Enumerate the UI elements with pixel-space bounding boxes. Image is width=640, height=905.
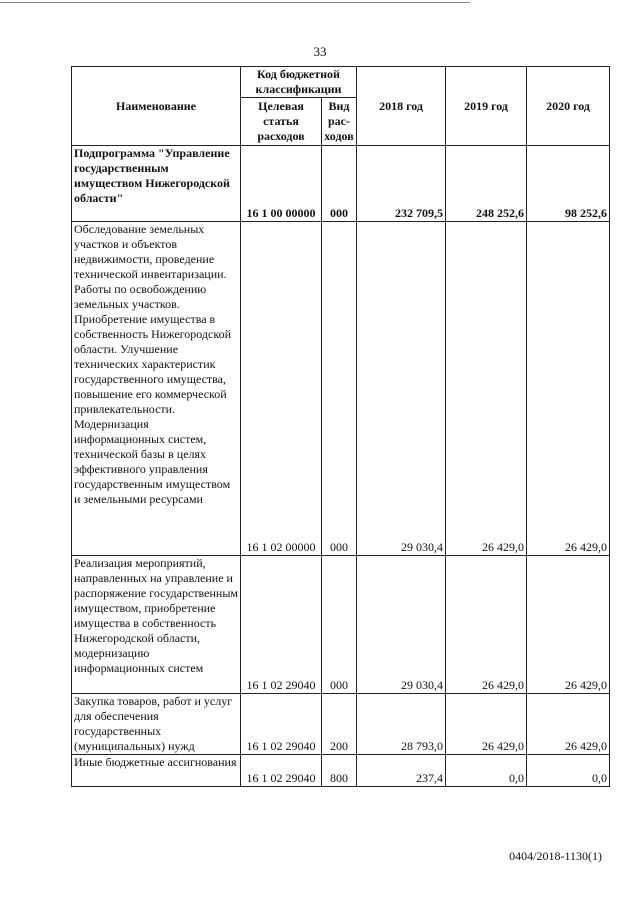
page-number: 33	[313, 44, 327, 59]
row-name: Закупка товаров, работ и услуг для обеспечения государственных (муниципальных) нужд	[72, 694, 241, 755]
header-2019: 2019 год	[446, 67, 527, 146]
table-row	[72, 755, 610, 787]
row-name: Подпрограмма "Управление государственным имуществом Нижегородской области"	[72, 146, 241, 222]
row-2020: 26 429,0	[527, 694, 610, 755]
row-2019: 248 252,6	[446, 146, 527, 222]
row-name: Реализация мероприятий, направленных на управление и распоряжение государственным имуществом, приобретение имущества в собственность Нижегородской области, модернизацию информационных систем	[72, 556, 241, 694]
document-code: 0404/2018-1130(1)	[509, 849, 602, 863]
row-code: 16 1 02 29040	[241, 694, 322, 755]
row-2018: 29 030,4	[357, 222, 446, 556]
row-2020: 98 252,6	[527, 146, 610, 222]
header-2018: 2018 год	[357, 67, 446, 146]
row-code: 16 1 00 00000	[241, 146, 322, 222]
row-2019: 26 429,0	[446, 694, 527, 755]
row-2018: 237,4	[357, 755, 446, 787]
header-code-group: Код бюджетной классификации	[241, 67, 357, 98]
row-kind: 000	[322, 146, 357, 222]
row-kind: 800	[322, 755, 357, 787]
header-name: Наименование	[72, 67, 241, 146]
row-2020: 26 429,0	[527, 222, 610, 556]
table-row	[72, 694, 610, 755]
row-2018: 29 030,4	[357, 556, 446, 694]
header-kind: Вид рас-ходов	[322, 98, 357, 146]
header-row-1	[72, 67, 610, 98]
header-target: Целевая статья расходов	[241, 98, 322, 146]
table-row	[72, 222, 610, 556]
row-kind: 200	[322, 694, 357, 755]
header-2020: 2020 год	[527, 67, 610, 146]
row-name: Обследование земельных участков и объектов недвижимости, проведение технической инвентаризации. Работы по освобождению земельных участков. Приобретение имущества в собственность Нижегородской области. Улучшение технических характеристик государственного имущества, повышение его коммерческой привлекательности. Модернизация информационных систем, технической базы в целях эффективного управления государственным имуществом и земельными ресурсами	[72, 222, 241, 556]
row-2019: 26 429,0	[446, 222, 527, 556]
row-code: 16 1 02 00000	[241, 222, 322, 556]
budget-table	[71, 66, 610, 787]
row-2020: 0,0	[527, 755, 610, 787]
row-2019: 0,0	[446, 755, 527, 787]
row-2019: 26 429,0	[446, 556, 527, 694]
top-rule	[0, 2, 470, 3]
table-row	[72, 146, 610, 222]
row-code: 16 1 02 29040	[241, 755, 322, 787]
row-name: Иные бюджетные ассигнования	[72, 755, 241, 787]
row-2018: 232 709,5	[357, 146, 446, 222]
table-row	[72, 556, 610, 694]
row-kind: 000	[322, 222, 357, 556]
row-2020: 26 429,0	[527, 556, 610, 694]
row-code: 16 1 02 29040	[241, 556, 322, 694]
row-kind: 000	[322, 556, 357, 694]
row-2018: 28 793,0	[357, 694, 446, 755]
